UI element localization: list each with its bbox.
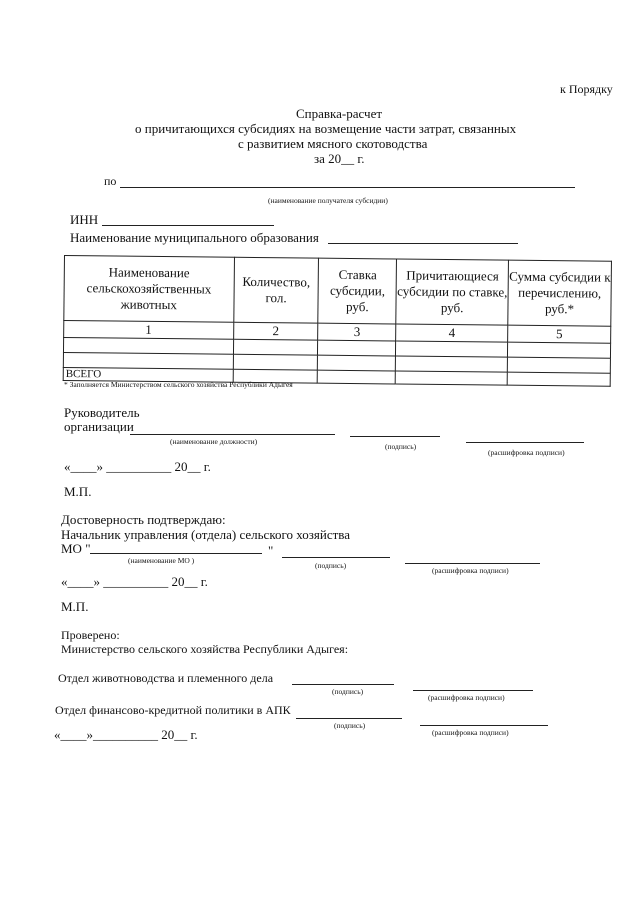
municipality-line[interactable] — [328, 243, 518, 244]
mo-caption: (наименование МО ) — [128, 556, 195, 565]
organization-label: организации — [64, 419, 134, 434]
recipient-prefix: по — [104, 174, 117, 188]
inn-line[interactable] — [102, 225, 274, 226]
dept-livestock-label: Отдел животноводства и племенного дела — [58, 671, 274, 685]
livestock-decoding-line[interactable] — [413, 690, 533, 691]
livestock-signature-line[interactable] — [292, 684, 394, 685]
livestock-decoding-caption: (расшифровка подписи) — [428, 693, 505, 702]
confirm-signature-caption: (подпись) — [315, 561, 347, 570]
header-animals: Наименование сельскохозяйственных животных — [64, 256, 234, 323]
col-number: 4 — [396, 324, 508, 342]
signature-caption: (подпись) — [385, 442, 417, 451]
head-date: «____» __________ 20__ г. — [64, 459, 211, 474]
stamp-placeholder: М.П. — [64, 484, 92, 499]
total-label: ВСЕГО — [63, 367, 233, 382]
col-number: 2 — [233, 322, 318, 340]
mo-line[interactable] — [90, 553, 262, 554]
footnote: * Заполняется Министерством сельского хозяйства Республики Адыгея — [64, 380, 293, 389]
finance-decoding-line[interactable] — [420, 725, 548, 726]
decoding-line[interactable] — [466, 442, 584, 443]
document-subtitle-line1: о причитающихся субсидиях на возмещение части затрат, связанных — [135, 121, 517, 136]
signature-line[interactable] — [350, 436, 440, 437]
finance-decoding-caption: (расшифровка подписи) — [432, 728, 509, 737]
confirm-decoding-caption: (расшифровка подписи) — [432, 566, 509, 575]
livestock-signature-caption: (подпись) — [332, 687, 364, 696]
head-label: Руководитель — [64, 405, 140, 420]
confirm-signature-line[interactable] — [282, 557, 390, 558]
appendix-note: к Порядку — [560, 82, 613, 96]
position-caption: (наименование должности) — [170, 437, 258, 446]
col-number: 1 — [64, 321, 234, 340]
dept-finance-label: Отдел финансово-кредитной политики в АПК — [55, 703, 291, 717]
confirm-stamp-placeholder: М.П. — [61, 599, 89, 614]
mo-suffix: " — [268, 543, 274, 558]
ministry-label: Министерство сельского хозяйства Республики Адыгея: — [61, 642, 349, 656]
decoding-caption: (расшифровка подписи) — [488, 448, 565, 457]
finance-signature-line[interactable] — [296, 718, 402, 719]
document-period: за 20__ г. — [314, 151, 365, 166]
inn-label: ИНН — [70, 212, 99, 227]
check-date: «____»__________ 20__ г. — [54, 727, 198, 742]
municipality-label: Наименование муниципального образования — [70, 230, 319, 245]
recipient-caption: (наименование получателя субсидии) — [268, 196, 388, 205]
recipient-line[interactable] — [120, 187, 575, 188]
confirm-decoding-line[interactable] — [405, 563, 540, 564]
header-transfer: Сумма субсидии к перечислению, руб.* — [508, 260, 612, 326]
finance-signature-caption: (подпись) — [334, 721, 366, 730]
subsidy-table — [63, 255, 612, 387]
confirm-label: Достоверность подтверждаю: — [61, 512, 226, 527]
header-quantity: Количество, гол. — [233, 257, 319, 323]
header-rate: Ставка субсидии, руб. — [318, 258, 396, 324]
department-head-label: Начальник управления (отдела) сельского хозяйства — [61, 527, 351, 542]
checked-label: Проверено: — [61, 628, 120, 642]
document-title: Справка-расчет — [296, 106, 383, 121]
document-subtitle-line2: с развитием мясного скотоводства — [238, 136, 428, 151]
confirm-date: «____» __________ 20__ г. — [61, 574, 208, 589]
header-due: Причитающиеся субсидии по ставке, руб. — [396, 259, 509, 325]
col-number: 5 — [508, 325, 611, 343]
position-line[interactable] — [130, 434, 335, 435]
mo-prefix: МО " — [61, 541, 91, 556]
col-number: 3 — [318, 323, 396, 341]
